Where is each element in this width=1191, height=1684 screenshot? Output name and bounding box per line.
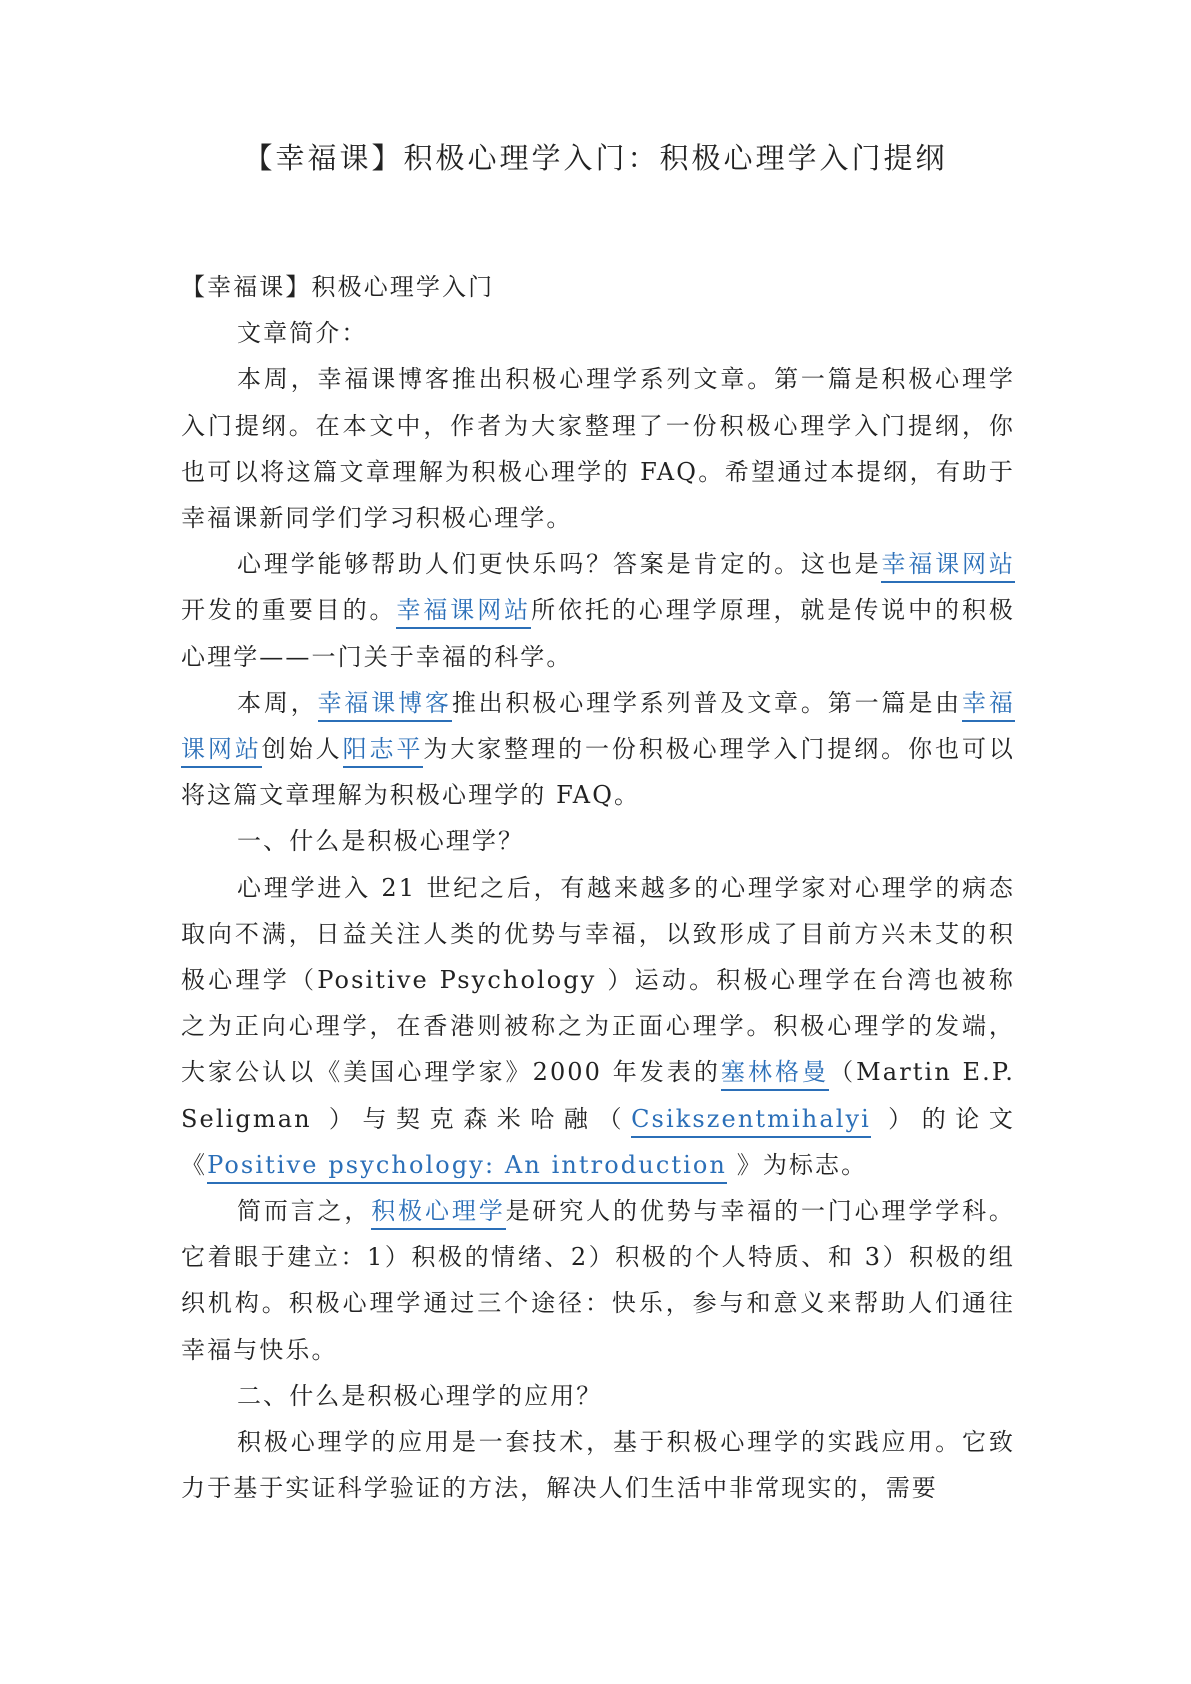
link-positive-psychology[interactable]: 积极心理学 [371, 1197, 505, 1230]
text-span: 简而言之， [237, 1197, 372, 1226]
article-body [181, 264, 1015, 1511]
text-span: 推出积极心理学系列普及文章。第一篇是由 [451, 688, 963, 717]
link-happiness-site[interactable]: 幸福课网站 [396, 596, 531, 629]
paragraph-blog-series [181, 680, 1015, 819]
section-heading-2: 二、什么是积极心理学的应用？ [237, 1381, 603, 1410]
text-span: ）的论文《 [181, 1104, 1015, 1179]
link-happiness-site[interactable]: 幸福课网站 [181, 689, 1015, 768]
link-csikszentmihalyi[interactable]: Csikszentmihalyi [631, 1105, 871, 1138]
text-span: 创始人 [261, 735, 343, 764]
text-span: 开发的重要目的。 [181, 596, 397, 625]
link-paper[interactable]: Positive psychology: An introduction [207, 1151, 727, 1184]
text-span: 本周， [237, 688, 318, 717]
link-author[interactable]: 阳志平 [343, 735, 424, 768]
link-seligman[interactable]: 塞林格曼 [721, 1058, 829, 1091]
text-span: 所依托的心理学原理，就是传说中的积极心理学——一门关于幸福的科学。 [181, 596, 1015, 671]
text-span: 心理学能够帮助人们更快乐吗？答案是肯定的。这也是 [237, 550, 882, 579]
text-span: 心理学进入 21 世纪之后，有越来越多的心理学家对心理学的病态取向不满，日益关注人类的优势与幸福，以致形成了目前方兴未艾的积极心理学（Positive Psychology ）运动。积极心理学在台湾也被称之为正向心理学，在香港则被称之为正面心理学。积极心理学的发端，大家公认以《美国心理学家》2000 年发表的 [181, 873, 1015, 1087]
text-span: 》为标志。 [727, 1150, 868, 1179]
paragraph-application: 积极心理学的应用是一套技术，基于积极心理学的实践应用。它致力于基于实证科学验证的方法，解决人们生活中非常现实的，需要 [181, 1428, 1015, 1503]
paragraph-history [181, 865, 1015, 1188]
article-subtitle: 【幸福课】积极心理学入门 [181, 273, 495, 301]
paragraph-intro: 本周，幸福课博客推出积极心理学系列文章。第一篇是积极心理学入门提纲。在本文中，作者为大家整理了一份积极心理学入门提纲，你也可以将这篇文章理解为积极心理学的 FAQ。希望通过本提纲，有助于幸福课新同学们学习积极心理学。 [181, 365, 1015, 533]
paragraph-happiness-site [181, 541, 1015, 680]
text-span: 为大家整理的一份积极心理学入门提纲。你也可以将这篇文章理解为积极心理学的 FAQ。 [181, 735, 1015, 810]
link-happiness-blog[interactable]: 幸福课博客 [318, 689, 452, 722]
page-title: 【幸福课】积极心理学入门：积极心理学入门提纲 [243, 141, 948, 175]
link-happiness-site[interactable]: 幸福课网站 [881, 550, 1015, 583]
paragraph-definition [181, 1188, 1015, 1373]
text-span: （Martin E.P. Seligman ）与契克森米哈融（ [181, 1058, 1016, 1133]
text-span: 是研究人的优势与幸福的一门心理学学科。它着眼于建立：1）积极的情绪、2）积极的个人特质、和 3）积极的组织机构。积极心理学通过三个途径：快乐，参与和意义来帮助人们通往幸福与快乐。 [181, 1197, 1016, 1364]
section-heading-1: 一、什么是积极心理学？ [237, 827, 525, 856]
intro-heading: 文章简介： [237, 319, 368, 348]
